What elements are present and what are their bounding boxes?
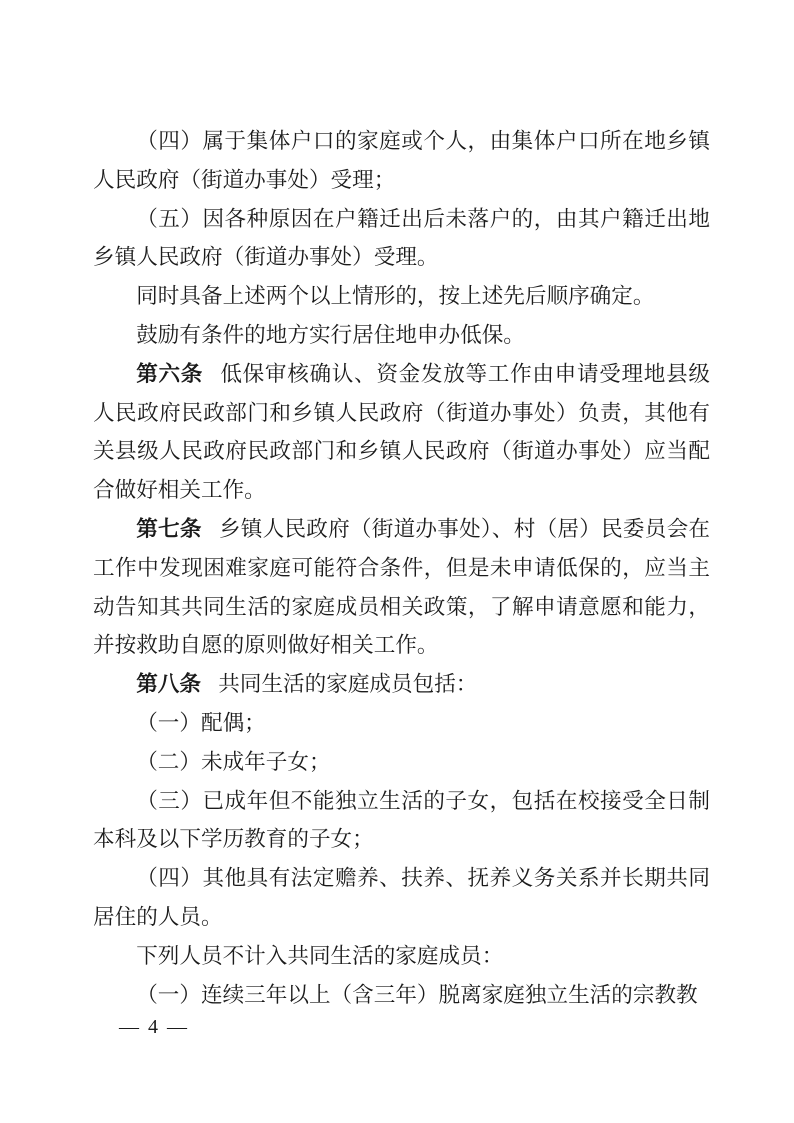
paragraph — [93, 937, 710, 976]
paragraph — [93, 704, 710, 743]
paragraph-text: （五）因各种原因在户籍迁出后未落户的，由其户籍迁出地乡镇人民政府（街道办事处）受理。 — [93, 206, 710, 270]
paragraph — [93, 510, 710, 665]
paragraph-text: （四）属于集体户口的家庭或个人，由集体户口所在地乡镇人民政府（街道办事处）受理； — [93, 129, 710, 192]
paragraph — [93, 743, 710, 782]
paragraph-text: （二）未成年子女； — [136, 749, 331, 774]
paragraph-text: 同时具备上述两个以上情形的，按上述先后顺序确定。 — [136, 284, 655, 309]
paragraph — [93, 316, 710, 355]
page-number: — 4 — — [119, 1016, 189, 1038]
paragraph — [93, 200, 710, 278]
paragraph-text: 下列人员不计入共同生活的家庭成员： — [136, 943, 504, 968]
paragraph-text: （三）已成年但不能独立生活的子女，包括在校接受全日制本科及以下学历教育的子女； — [93, 788, 710, 852]
article-number: 第八条 — [136, 671, 201, 697]
paragraph-text: 乡镇人民政府（街道办事处）、村（居）民委员会在工作中发现困难家庭可能符合条件，但是未申请低保的，应当主动告知其共同生活的家庭成员相关政策，了解申请意愿和能力，并按救助自愿的原则做好相关工作。 — [93, 516, 710, 658]
page-footer — [119, 1012, 189, 1042]
paragraph-text: （一）连续三年以上（含三年）脱离家庭独立生活的宗教教 — [136, 982, 698, 1007]
paragraph-text: 鼓励有条件的地方实行居住地申办低保。 — [136, 322, 525, 347]
paragraph — [93, 859, 710, 937]
paragraph — [93, 122, 710, 200]
paragraph-text: （四）其他具有法定赡养、扶养、抚养义务关系并长期共同居住的人员。 — [93, 866, 710, 929]
paragraph — [93, 355, 710, 510]
paragraph-text: （一）配偶； — [136, 710, 266, 735]
paragraph-text: 共同生活的家庭成员包括： — [218, 672, 478, 697]
paragraph — [93, 782, 710, 860]
paragraph — [93, 665, 710, 704]
paragraph — [93, 277, 710, 316]
article-number: 第七条 — [136, 515, 202, 541]
document-body — [93, 122, 710, 1014]
paragraph-text: 低保审核确认、资金发放等工作由申请受理地县级人民政府民政部门和乡镇人民政府（街道办事处）负责，其他有关县级人民政府民政部门和乡镇人民政府（街道办事处）应当配合做好相关工作。 — [93, 361, 710, 503]
paragraph — [93, 976, 710, 1015]
article-number: 第六条 — [136, 360, 204, 386]
